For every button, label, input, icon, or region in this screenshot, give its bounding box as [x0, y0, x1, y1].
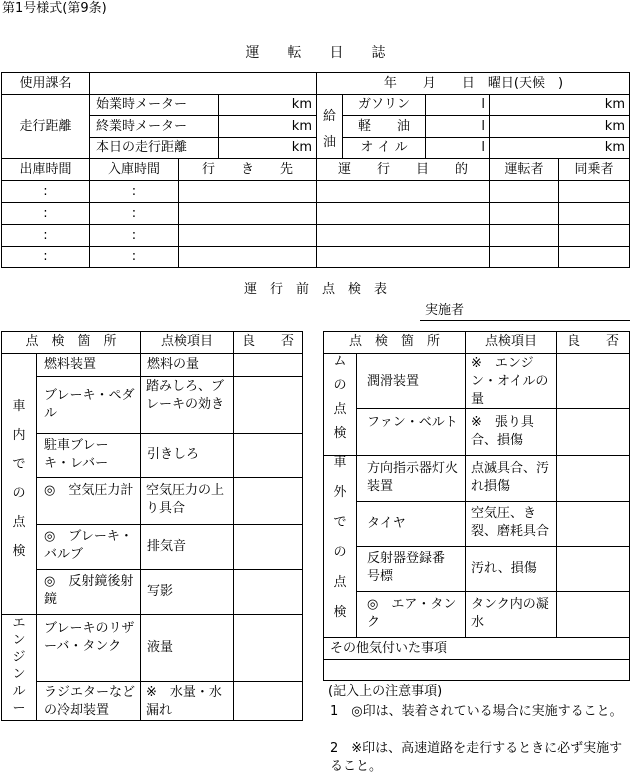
in-time-sep: :: [131, 184, 137, 199]
left-row-5-item: 排気音: [147, 539, 187, 554]
left-location-header: 点 検 箇 所: [25, 334, 117, 349]
group-out-vehicle: 車 外 で の 点 検: [333, 455, 347, 620]
right-row-3-location: 方向指示器灯火装置: [367, 461, 459, 494]
out-time-sep: :: [43, 228, 48, 243]
fuel-gasoline-km: km: [604, 97, 625, 112]
dept-label: 使用課名: [19, 76, 72, 91]
meter-end-unit: km: [291, 119, 312, 134]
out-time-header: 出庫時間: [19, 162, 72, 177]
note-1: 1 ◎印は、装着されている場合に実施すること。: [330, 704, 623, 719]
left-row-3-item: 引きしろ: [147, 447, 200, 462]
in-time-header: 入庫時間: [107, 162, 160, 177]
group-engine-room-cont: ム の 点 検: [333, 354, 347, 441]
right-result-header: 良 否: [566, 334, 619, 349]
left-row-7-item: 液量: [147, 640, 174, 655]
date-weather-label: 年 月 日 曜日(天候 ): [383, 76, 564, 91]
left-row-8-location: ラジエターなどの冷却装置: [44, 685, 136, 718]
destination-header: 行 き 先: [201, 162, 293, 177]
page-title: 運 転 日 誌: [245, 45, 386, 61]
left-row-8-item: ※ 水量・水漏れ: [146, 685, 222, 718]
meter-today-unit: km: [291, 140, 312, 155]
left-row-3-location: 駐車ブレーキ・レバー: [44, 438, 109, 471]
in-time-sep: :: [131, 228, 137, 243]
left-row-5-location: ◎ ブレーキ・バルブ: [44, 529, 133, 562]
left-row-7-location: ブレーキのリザーバ・タンク: [44, 621, 135, 654]
right-row-6-location: ◎ エア・タンク: [367, 597, 457, 630]
fuel-diesel-label: 軽 油: [357, 119, 410, 134]
passenger-header: 同乗者: [574, 162, 614, 177]
right-row-4-location: タイヤ: [367, 516, 406, 531]
in-time-sep: :: [131, 249, 137, 264]
right-row-5-item: 汚れ、損傷: [471, 561, 537, 576]
form-number: 第1号様式(第9条): [2, 1, 107, 16]
right-row-5-location: 反射器登録番号標: [367, 551, 446, 584]
purpose-header: 運 行 目 的: [337, 162, 468, 177]
right-row-4-item: 空気圧、き裂、磨耗具合: [471, 506, 550, 539]
driver-header: 運転者: [504, 162, 544, 177]
right-row-2-item: ※ 張り具合、損傷: [471, 415, 534, 448]
out-time-sep: :: [43, 184, 48, 199]
left-item-header: 点検項目: [160, 334, 213, 349]
left-result-header: 良 否: [241, 334, 294, 349]
note-2: 2 ※印は、高速道路を走行するときに必ず実施すること。: [330, 741, 623, 774]
inspection-title: 運 行 前 点 検 表: [243, 282, 387, 297]
left-row-4-location: ◎ 空気圧力計: [44, 483, 134, 498]
out-time-sep: :: [43, 249, 48, 264]
implementer-label: 実施者: [425, 303, 465, 318]
meter-start-unit: km: [291, 97, 312, 112]
fuel-oil-km: km: [604, 140, 625, 155]
right-row-6-item: タンク内の凝水: [471, 597, 549, 630]
other-notes-label: その他気付いた事項: [330, 641, 448, 656]
right-row-3-item: 点滅具合、汚れ損傷: [471, 461, 550, 494]
left-row-1-item: 燃料の量: [147, 357, 200, 372]
left-row-6-item: 写影: [147, 584, 174, 599]
distance-label: 走行距離: [19, 119, 72, 134]
right-row-1-item: ※ エンジン・オイルの量: [471, 356, 549, 407]
left-row-1-location: 燃料装置: [44, 357, 97, 372]
right-row-2-location: ファン・ベルト: [367, 415, 458, 430]
meter-start-label: 始業時メーター: [96, 97, 188, 112]
fuel-label: 給 油: [322, 109, 336, 150]
left-row-2-location: ブレーキ・ペダル: [44, 388, 135, 421]
fuel-diesel-km: km: [604, 119, 625, 134]
out-time-sep: :: [43, 206, 48, 221]
right-row-1-location: 潤滑装置: [367, 374, 420, 389]
left-row-2-item: 踏みしろ、ブレーキの効き: [146, 379, 225, 412]
fuel-oil-l: l: [481, 140, 485, 155]
group-engine-room: エ ン ジ ン ル ー: [12, 616, 26, 716]
left-row-6-location: ◎ 反射鏡後射鏡: [44, 574, 134, 607]
meter-end-label: 終業時メーター: [96, 119, 188, 134]
fuel-gasoline-label: ガソリン: [357, 97, 410, 112]
fuel-diesel-l: l: [481, 119, 485, 134]
fuel-gasoline-l: l: [481, 97, 485, 112]
right-location-header: 点 検 箇 所: [348, 334, 440, 349]
meter-today-label: 本日の走行距離: [96, 140, 188, 155]
in-time-sep: :: [131, 206, 137, 221]
left-row-4-item: 空気圧力の上り具合: [146, 483, 225, 516]
fuel-oil-label: オ イ ル: [360, 140, 408, 155]
right-item-header: 点検項目: [484, 334, 537, 349]
notes-heading: (記入上の注意事項): [328, 684, 443, 699]
group-in-vehicle: 車 内 で の 点 検: [12, 399, 26, 559]
